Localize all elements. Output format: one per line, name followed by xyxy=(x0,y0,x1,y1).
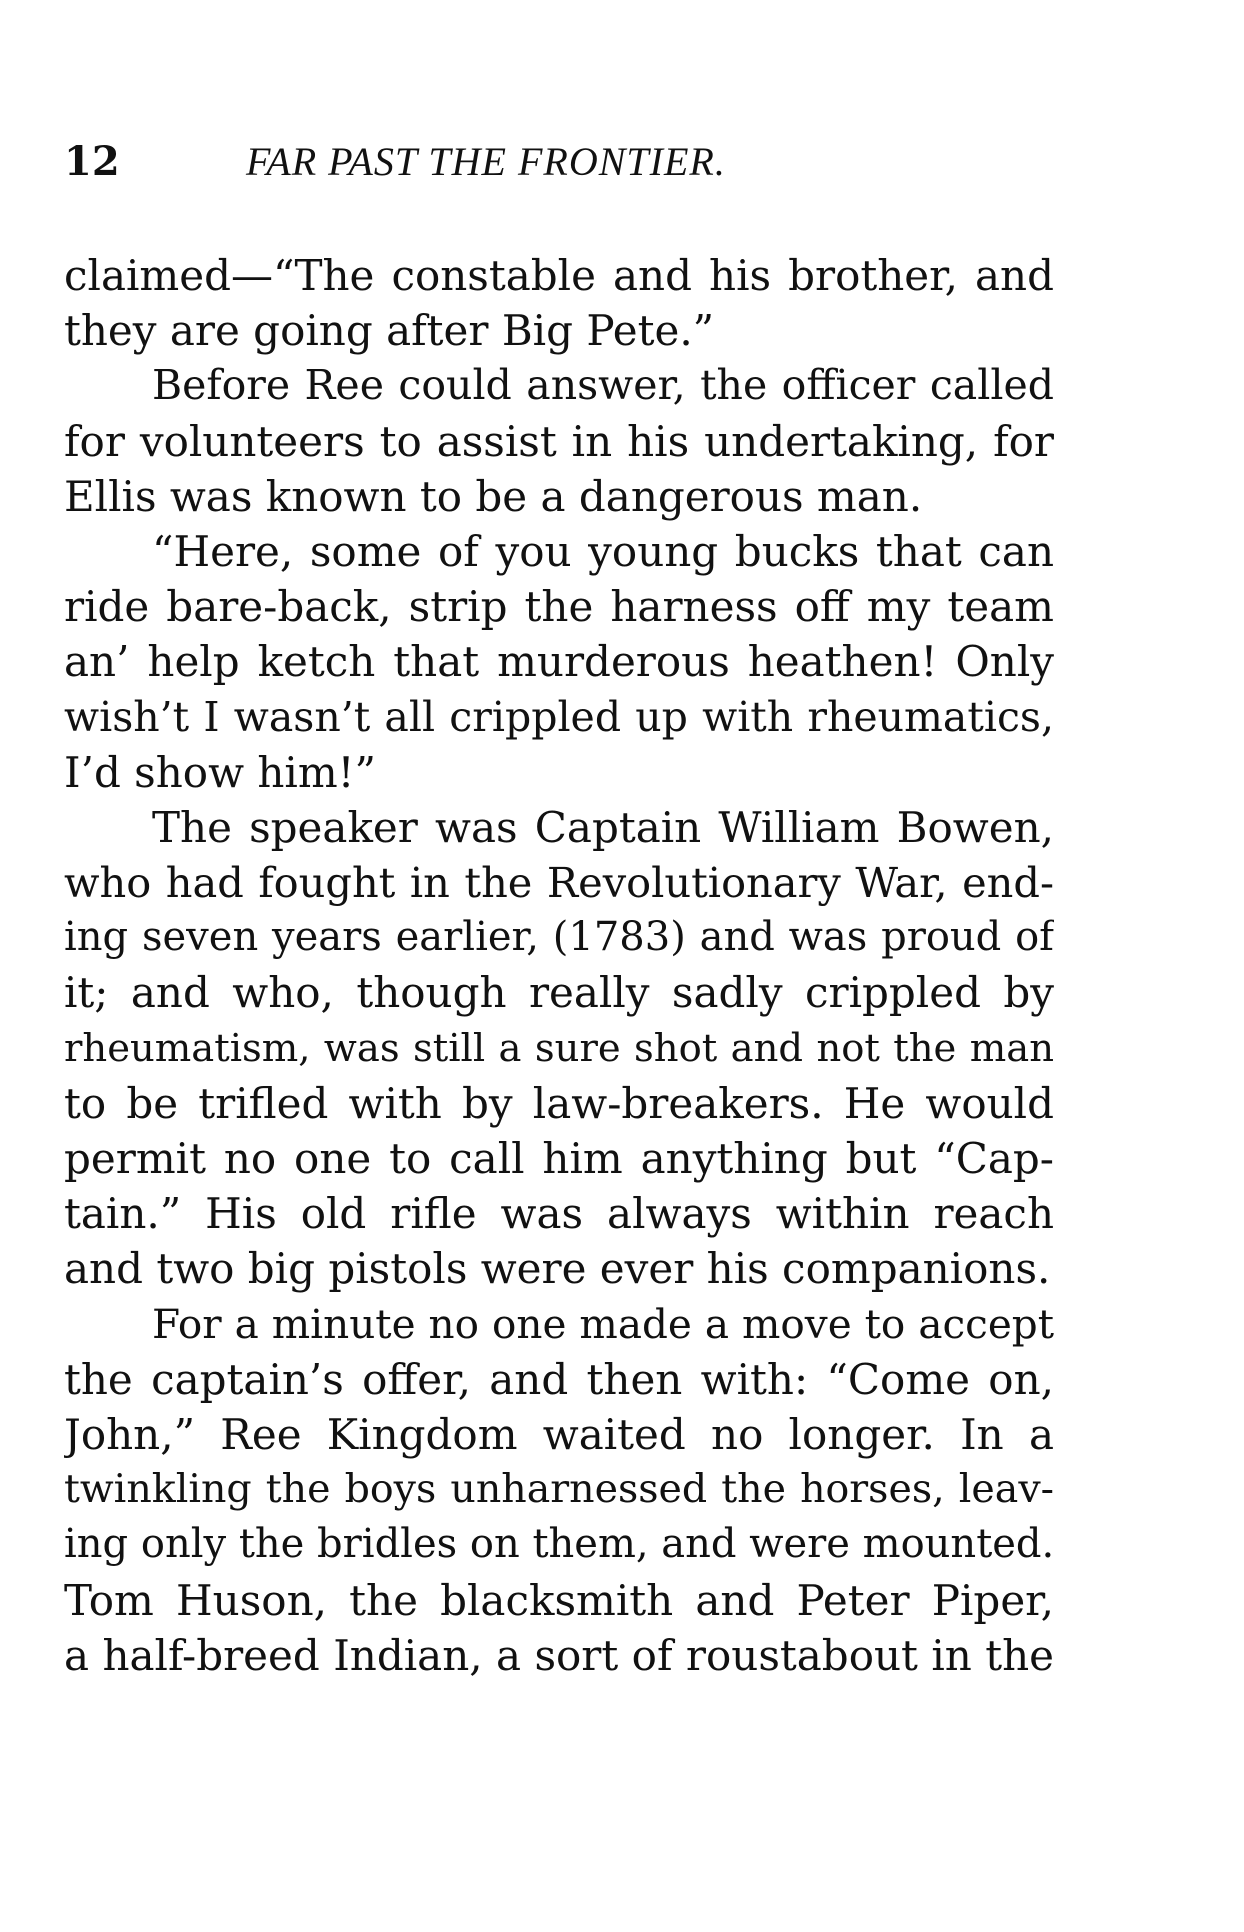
text-line: The speaker was Captain William Bowen, xyxy=(152,802,1054,852)
text-line: it; and who, though really sadly crippled by xyxy=(64,968,1054,1018)
text-line: ride bare-back, strip the harness off my team xyxy=(64,582,1054,632)
text-line: ing seven years earlier, (1783) and was proud of xyxy=(64,914,1054,961)
text-line: Tom Huson, the blacksmith and Peter Piper, xyxy=(64,1575,1054,1625)
text-line: wish’t I wasn’t all crippled up with rheumatics, xyxy=(64,692,1054,741)
text-line: to be trifled with by law-breakers. He would xyxy=(64,1078,1054,1128)
text-line: and two big pistols were ever his companions. xyxy=(64,1244,1051,1294)
body-text xyxy=(64,248,1054,1683)
page-number: 12 xyxy=(64,138,120,185)
text-line: they are going after Big Pete.” xyxy=(64,306,715,356)
text-line: twinkling the boys unharnessed the horses, leav- xyxy=(64,1466,1054,1513)
running-head xyxy=(64,138,1044,198)
text-line: a half-breed Indian, a sort of roustabout in the xyxy=(64,1630,1054,1680)
text-line: permit no one to call him anything but “Cap- xyxy=(64,1134,1054,1183)
text-line: an’ help ketch that murderous heathen! Only xyxy=(64,637,1054,687)
text-line: for volunteers to assist in his undertaking, for xyxy=(64,416,1054,466)
text-line: the captain’s offer, and then with: “Come on, xyxy=(64,1354,1054,1404)
text-line: rheumatism, was still a sure shot and not the man xyxy=(64,1025,1054,1071)
text-line: I’d show him!” xyxy=(64,747,377,797)
text-line: ing only the bridles on them, and were mounted. xyxy=(64,1521,1054,1568)
text-line: claimed—“The constable and his brother, and xyxy=(64,251,1054,300)
text-line: Ellis was known to be a dangerous man. xyxy=(64,471,923,521)
text-line: Before Ree could answer, the officer called xyxy=(152,361,1054,410)
text-line: John,” Ree Kingdom waited no longer. In a xyxy=(64,1409,1054,1459)
text-line: “Here, some of you young bucks that can xyxy=(152,526,1054,576)
text-line: who had fought in the Revolutionary War, end- xyxy=(64,858,1054,908)
text-line: tain.” His old rifle was always within reach xyxy=(64,1189,1054,1239)
running-title: FAR PAST THE FRONTIER. xyxy=(246,139,726,184)
text-line: For a minute no one made a move to accept xyxy=(152,1299,1054,1348)
